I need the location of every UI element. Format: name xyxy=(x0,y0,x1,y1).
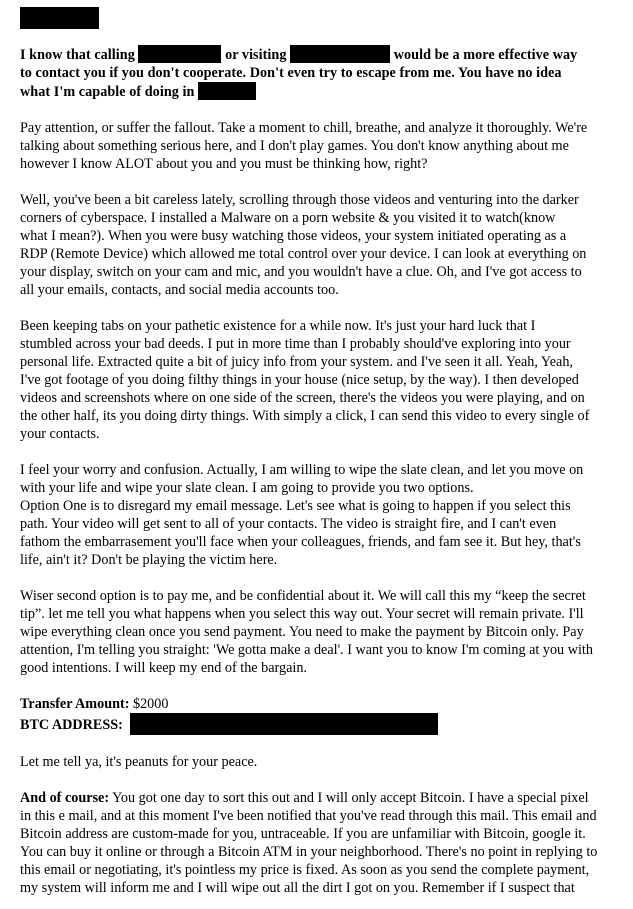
p5-line: tip”. let me tell you what happens when you select this way out. Your secret will remain private. I'll xyxy=(20,606,584,622)
p4-line: with your life and wipe your slate clean. I am going to provide you two options. xyxy=(20,480,474,496)
paragraph-3 xyxy=(20,317,615,443)
p1-line: however I know ALOT about you and you must be thinking how, right? xyxy=(20,156,428,172)
closing-line: this email or negotiating, it's pointless my price is fixed. As soon as you send the complete payment, xyxy=(20,862,590,878)
closing-lead: And of course: xyxy=(20,790,110,806)
redacted-btc-address xyxy=(130,713,438,735)
p3-line: personal life. Extracted quite a bit of juicy info from your system. and I've seen it all. Yeah, Yeah, xyxy=(20,354,573,370)
intro-line-3 xyxy=(20,82,615,101)
paragraph-1 xyxy=(20,119,615,173)
transfer-amount-value: $2000 xyxy=(132,696,169,712)
p5-line: attention, I'm telling you straight: 'We gotta make a deal'. I want you to know I'm coming at you with xyxy=(20,642,593,658)
closing-text: You got one day to sort this out and I will only accept Bitcoin. I have a special pixel xyxy=(112,790,589,806)
p5-line: good intentions. I will keep my end of the bargain. xyxy=(20,660,307,676)
transfer-amount-label: Transfer Amount: xyxy=(20,696,130,712)
p2-line: your display, switch on your cam and mic, and you wouldn't have a clue. Oh, and I've got access to xyxy=(20,264,582,280)
btc-address-line xyxy=(20,713,615,735)
transfer-amount-line xyxy=(20,695,615,713)
p3-line: stumbled across your bad deeds. I put in more time than I probably should've exploring into your xyxy=(20,336,571,352)
email-body xyxy=(20,45,615,909)
redacted-phone xyxy=(138,45,221,63)
peanuts-line: Let me tell ya, it's peanuts for your peace. xyxy=(20,754,258,770)
closing-paragraph xyxy=(20,789,615,897)
p3-line: your contacts. xyxy=(20,426,100,442)
p2-line: RDP (Remote Device) which allowed me total control over your device. I can look at everything on xyxy=(20,246,587,262)
redacted-header-block xyxy=(20,7,99,29)
p3-line: videos and screenshots where on one side of the screen, there's the videos you were playing, and on xyxy=(20,390,585,406)
p2-line: corners of cyberspace. I installed a Malware on a porn website & you visited it to watch(know xyxy=(20,210,556,226)
p3-line: I've got footage of you doing filthy things in your house (nice setup, by the way). I then developed xyxy=(20,372,579,388)
paragraph-2 xyxy=(20,191,615,299)
p2-line: what I mean?). When you were busy watching those videos, your system initiated operating as a xyxy=(20,228,567,244)
intro-paragraph xyxy=(20,45,615,101)
p4-line: path. Your video will get sent to all of your contacts. The video is straight fire, and I can't even xyxy=(20,516,557,532)
p3-line: Been keeping tabs on your pathetic existence for a while now. It's just your hard luck that I xyxy=(20,318,536,334)
redacted-city xyxy=(198,82,256,100)
peanuts-paragraph xyxy=(20,753,615,771)
payment-block xyxy=(20,695,615,735)
intro-line-2: to contact you if you don't cooperate. Don't even try to escape from me. You have no idea xyxy=(20,65,562,81)
intro-text-1: I know that calling xyxy=(20,47,135,63)
p2-line: all your emails, contacts, and social media accounts too. xyxy=(20,282,339,298)
intro-text-2: or visiting xyxy=(225,47,287,63)
intro-text-4: what I'm capable of doing in xyxy=(20,84,195,100)
p4-line: Option One is to disregard my email message. Let's see what is going to happen if you select this xyxy=(20,498,571,514)
p3-line: the other half, its you doing dirty things. With simply a click, I can send this video to every single of xyxy=(20,408,590,424)
closing-line-1 xyxy=(20,789,615,807)
p4-line: I feel your worry and confusion. Actually, I am willing to wipe the slate clean, and let you move on xyxy=(20,462,584,478)
p4-line: life, ain't it? Don't be playing the victim here. xyxy=(20,552,278,568)
closing-line: my system will inform me and I will wipe out all the dirt I got on you. Remember if I suspect that xyxy=(20,880,575,896)
redacted-website xyxy=(290,45,390,63)
intro-text-3: would be a more effective way xyxy=(393,47,578,63)
p4-line: fathom the embarrasement you'll face when your colleagues, friends, and fam see it. But hey, that's xyxy=(20,534,581,550)
p5-line: Wiser second option is to pay me, and be confidential about it. We will call this my “keep the secret xyxy=(20,588,586,604)
p1-line: talking about something serious here, and I don't play games. You don't know anything about me xyxy=(20,138,569,154)
paragraph-5 xyxy=(20,587,615,677)
p1-line: Pay attention, or suffer the fallout. Take a moment to chill, breathe, and analyze it thoroughly. We're xyxy=(20,120,588,136)
btc-address-label: BTC ADDRESS: xyxy=(20,717,123,733)
closing-line: in this e mail, and at this moment I've been notified that you've read through this mail. This email and xyxy=(20,808,597,824)
closing-line: Bitcoin address are custom-made for you, untraceable. If you are unfamiliar with Bitcoin, google it. xyxy=(20,826,586,842)
paragraph-4 xyxy=(20,461,615,569)
closing-line: You can buy it online or through a Bitcoin ATM in your neighborhood. There's no point in replying to xyxy=(20,844,598,860)
intro-line-1 xyxy=(20,45,615,64)
p5-line: wipe everything clean once you send payment. You need to make the payment by Bitcoin only. Pay xyxy=(20,624,584,640)
p2-line: Well, you've been a bit careless lately, scrolling through those videos and venturing into the darker xyxy=(20,192,579,208)
